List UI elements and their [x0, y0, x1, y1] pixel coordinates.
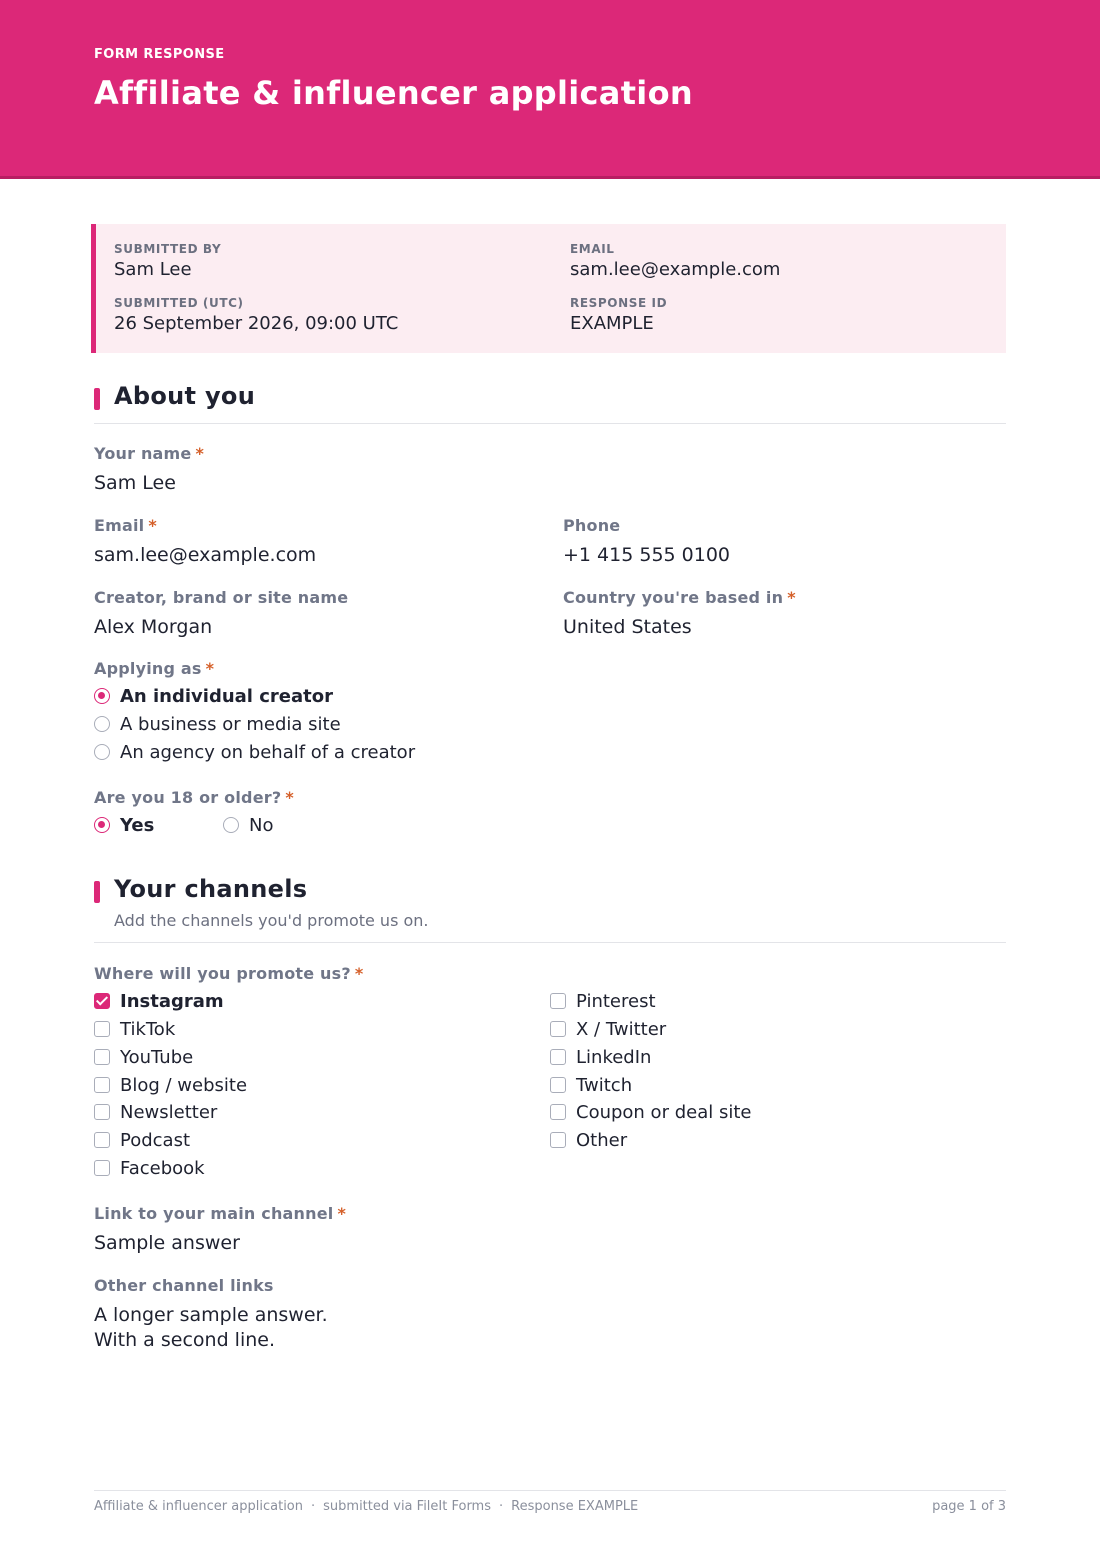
field-label: Phone	[563, 516, 621, 535]
radio-option-label: No	[249, 814, 274, 836]
checkbox-empty-icon	[550, 993, 566, 1009]
checkbox-label: Other	[576, 1129, 628, 1151]
field-label	[94, 964, 363, 984]
field-value: +1 415 555 0100	[563, 544, 731, 566]
section-about-you	[94, 382, 1006, 424]
checkbox-empty-icon	[550, 1132, 566, 1148]
field-label-text: Country you're based in	[563, 588, 784, 607]
checkbox-option-newsletter[interactable]	[94, 1100, 217, 1124]
field-country	[563, 588, 796, 640]
radio-option-label: An individual creator	[120, 685, 333, 707]
checkbox-label: Pinterest	[576, 990, 656, 1012]
field-label-text: Link to your main channel	[94, 1204, 334, 1223]
radio-selected-icon	[94, 688, 110, 704]
field-label: Other channel links	[94, 1276, 274, 1295]
footer-divider	[94, 1490, 1006, 1491]
answer-line: With a second line.	[94, 1329, 275, 1351]
checkbox-option-linkedin[interactable]	[550, 1045, 651, 1069]
radio-option[interactable]	[94, 813, 154, 837]
checkbox-option-blog[interactable]	[94, 1073, 247, 1097]
header-eyebrow: FORM RESPONSE	[94, 47, 225, 62]
field-main-channel-link	[94, 1204, 346, 1256]
field-promote-channels	[94, 964, 363, 984]
radio-empty-icon	[94, 716, 110, 732]
field-label-text: Where will you promote us?	[94, 964, 351, 983]
checkbox-label: X / Twitter	[576, 1018, 667, 1040]
field-value: Alex Morgan	[94, 616, 213, 638]
form-header	[0, 0, 1100, 179]
footer-form-name: Affiliate & influencer application	[94, 1499, 303, 1514]
footer-separator: ·	[311, 1499, 316, 1514]
required-marker: *	[195, 444, 205, 463]
meta-response-id	[570, 296, 667, 336]
field-other-channel-links	[94, 1276, 328, 1353]
field-label	[94, 516, 316, 536]
submission-meta	[91, 224, 1006, 353]
checkbox-option-youtube[interactable]	[94, 1045, 193, 1069]
field-label	[94, 659, 214, 679]
checkbox-empty-icon	[94, 1160, 110, 1176]
footer-via: submitted via FileIt Forms	[323, 1499, 491, 1514]
meta-submitted-by	[114, 242, 221, 282]
footer-response: Response EXAMPLE	[511, 1499, 639, 1514]
radio-option[interactable]	[223, 813, 273, 837]
checkbox-empty-icon	[94, 1077, 110, 1093]
required-marker: *	[787, 588, 796, 607]
section-title: About you	[114, 382, 256, 410]
required-marker: *	[285, 788, 294, 807]
checkbox-empty-icon	[94, 1132, 110, 1148]
checkbox-empty-icon	[550, 1104, 566, 1120]
meta-value: sam.lee@example.com	[570, 259, 781, 280]
checkbox-label: Newsletter	[120, 1101, 218, 1123]
checkbox-option-podcast[interactable]	[94, 1128, 190, 1152]
radio-option[interactable]	[94, 740, 415, 764]
field-label-text: Email	[94, 516, 145, 535]
field-label	[94, 788, 294, 808]
radio-option-label: Yes	[120, 814, 155, 836]
radio-option[interactable]	[94, 712, 341, 736]
field-label-text: Applying as	[94, 659, 202, 678]
checkbox-label: Instagram	[120, 990, 224, 1012]
checkbox-empty-icon	[550, 1049, 566, 1065]
section-your-channels	[94, 875, 1006, 943]
meta-value: Sam Lee	[114, 259, 192, 280]
checkbox-option-instagram[interactable]	[94, 989, 224, 1013]
footer-separator: ·	[499, 1499, 504, 1514]
meta-label: SUBMITTED (UTC)	[114, 296, 244, 310]
radio-option[interactable]	[94, 684, 333, 708]
checkbox-label: TikTok	[120, 1018, 176, 1040]
section-title: Your channels	[114, 875, 308, 903]
field-label	[94, 1204, 346, 1224]
field-value-multiline	[94, 1303, 328, 1353]
field-value: Sam Lee	[94, 472, 176, 494]
checkbox-option-x-twitter[interactable]	[550, 1017, 666, 1041]
field-label	[563, 588, 796, 608]
field-brand-name	[94, 588, 348, 640]
footer-info	[94, 1499, 638, 1514]
field-email	[94, 516, 316, 568]
field-value: United States	[563, 616, 692, 638]
meta-label: RESPONSE ID	[570, 296, 668, 310]
checkbox-label: Facebook	[120, 1157, 205, 1179]
checkbox-label: Podcast	[120, 1129, 191, 1151]
checkbox-label: Twitch	[576, 1074, 633, 1096]
checkbox-empty-icon	[550, 1077, 566, 1093]
field-label: Creator, brand or site name	[94, 588, 349, 607]
field-value: sam.lee@example.com	[94, 544, 317, 566]
required-marker: *	[148, 516, 157, 535]
checkbox-label: LinkedIn	[576, 1046, 652, 1068]
meta-email	[570, 242, 780, 282]
radio-selected-icon	[94, 817, 110, 833]
field-phone	[563, 516, 730, 568]
checkbox-label: Blog / website	[120, 1074, 248, 1096]
radio-empty-icon	[223, 817, 239, 833]
field-your-name	[94, 444, 204, 496]
field-label-text: Your name	[94, 444, 192, 463]
meta-value: 26 September 2026, 09:00 UTC	[114, 313, 399, 334]
radio-option-label: An agency on behalf of a creator	[120, 741, 416, 763]
field-age-check	[94, 788, 294, 808]
page-number: page 1 of 3	[932, 1499, 1006, 1514]
required-marker: *	[337, 1204, 347, 1223]
checkbox-option-pinterest[interactable]	[550, 989, 656, 1013]
checkbox-option-coupon-site[interactable]	[550, 1100, 751, 1124]
field-label-text: Are you 18 or older?	[94, 788, 282, 807]
checkbox-label: YouTube	[120, 1046, 194, 1068]
meta-submitted-at	[114, 296, 398, 336]
radio-option-label: A business or media site	[120, 713, 341, 735]
section-accent-bar	[94, 388, 100, 410]
field-label	[94, 444, 204, 464]
meta-label: SUBMITTED BY	[114, 242, 222, 256]
checkbox-empty-icon	[550, 1021, 566, 1037]
section-subtitle: Add the channels you'd promote us on.	[114, 911, 429, 930]
field-applying-as	[94, 659, 214, 679]
meta-label: EMAIL	[570, 242, 615, 256]
checkbox-option-other[interactable]	[550, 1128, 627, 1152]
checkbox-empty-icon	[94, 1021, 110, 1037]
form-title: Affiliate & influencer application	[94, 74, 693, 112]
checkbox-empty-icon	[94, 1049, 110, 1065]
required-marker: *	[354, 964, 364, 983]
section-accent-bar	[94, 881, 100, 903]
checkbox-empty-icon	[94, 1104, 110, 1120]
required-marker: *	[205, 659, 215, 678]
checkbox-option-twitch[interactable]	[550, 1073, 632, 1097]
field-value: Sample answer	[94, 1232, 240, 1254]
meta-value: EXAMPLE	[570, 313, 654, 334]
checkbox-option-tiktok[interactable]	[94, 1017, 175, 1041]
answer-line: A longer sample answer.	[94, 1304, 328, 1326]
checkbox-checked-icon	[94, 993, 110, 1009]
checkbox-option-facebook[interactable]	[94, 1156, 205, 1180]
checkbox-label: Coupon or deal site	[576, 1101, 752, 1123]
radio-empty-icon	[94, 744, 110, 760]
